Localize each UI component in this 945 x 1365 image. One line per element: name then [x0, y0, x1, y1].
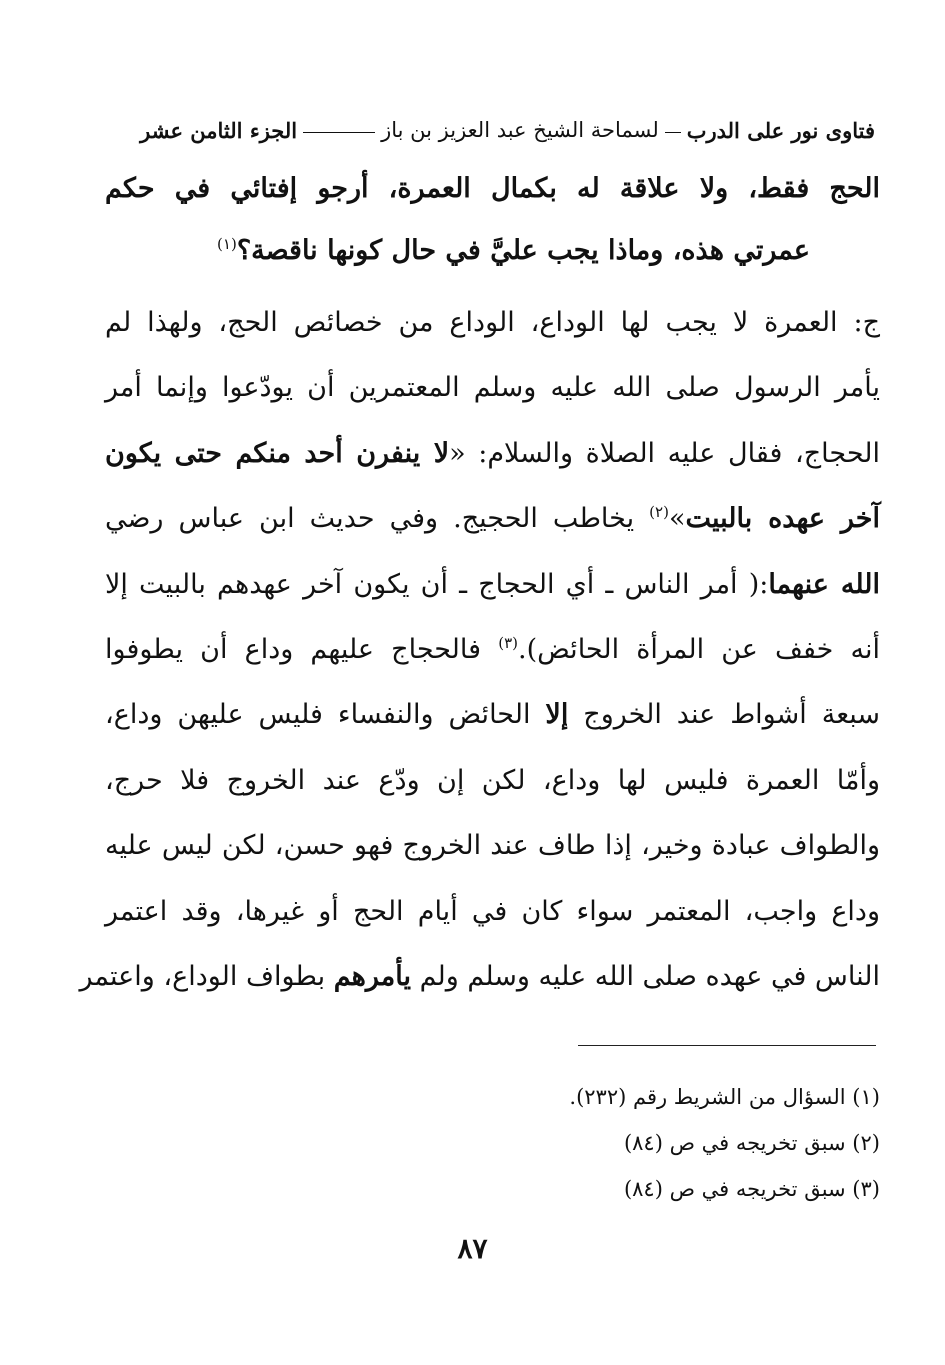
answer-segment: فالحجاج عليهم وداع أن يطوفوا: [105, 634, 499, 666]
answer-line: [105, 552, 880, 617]
answer-segment: :( أمر الناس ـ أي الحجاج ـ أن يكون آخر عهدهم بالبيت إلا: [105, 568, 769, 600]
book-title: فتاوى نور على الدرب: [686, 117, 875, 143]
question-line: الحج فقط، ولا علاقة له بكمال العمرة، أرجو إفتائي في حكم: [105, 173, 880, 204]
answer-segment-bold: يأمرهم: [333, 961, 411, 993]
hadith-quote: لا ينفرن أحد منكم حتى يكون: [105, 437, 450, 469]
answer-segment-bold: الله عنهما: [768, 568, 880, 600]
question-text: [105, 158, 880, 282]
answer-segment: أنه خفف عن المرأة الحائض).: [517, 634, 880, 666]
answer-segment: بطواف الوداع، واعتمر: [79, 961, 334, 993]
answer-line: [105, 617, 880, 682]
author-name: لسماحة الشيخ عبد العزيز بن باز: [381, 118, 659, 142]
answer-line: وأمّا العمرة فليس لها وداع، لكن إن ودّع عند الخروج فلا حرج،: [105, 764, 880, 796]
hadith-quote: آخر عهده بالبيت: [685, 503, 880, 535]
answer-line: يأمر الرسول صلى الله عليه وسلم المعتمرين أن يودّعوا وإنما أمر: [105, 372, 880, 404]
answer-segment: »: [668, 503, 686, 535]
volume-label: الجزء الثامن عشر: [140, 117, 298, 143]
answer-text: [79, 290, 880, 1009]
footnote-ref: (٢): [649, 503, 669, 522]
answer-segment: الحائض والنفساء فليس عليهن وداع،: [105, 699, 546, 731]
answer-line: [79, 944, 880, 1009]
footnote-divider: [578, 1045, 876, 1046]
footnotes: [105, 1074, 880, 1212]
answer-segment-bold: إلا: [545, 699, 569, 731]
question-line-text: عمرتي هذه، وماذا يجب عليَّ في حال كونها ناقصة؟: [236, 235, 810, 266]
answer-line: [105, 682, 880, 747]
answer-line: ج: العمرة لا يجب لها الوداع، الوداع من خصائص الحج، ولهذا لم: [105, 307, 880, 338]
footnote-item: (٣) سبق تخريجه في ص (٨٤): [623, 1177, 880, 1201]
answer-segment: الناس في عهده صلى الله عليه وسلم ولم: [411, 961, 880, 993]
footnote-ref: (١): [217, 235, 237, 253]
running-header: [105, 112, 875, 148]
answer-line: [105, 486, 880, 551]
answer-line: وداع واجب، المعتمر سواء كان في أيام الحج أو غيرها، وقد اعتمر: [105, 895, 880, 927]
header-dash-short: [665, 132, 681, 133]
footnote-ref: (٣): [498, 634, 518, 653]
question-line: [105, 220, 880, 282]
answer-line: [105, 421, 880, 486]
page-number: ٨٧: [457, 1232, 488, 1265]
footnote-item: (١) السؤال من الشريط رقم (٢٣٢).: [569, 1085, 880, 1109]
header-dash-long: [303, 132, 375, 133]
answer-line: والطواف عبادة وخير، إذا طاف عند الخروج فهو حسن، لكن ليس عليه: [105, 830, 880, 862]
answer-segment: يخاطب الحجيج. وفي حديث ابن عباس رضي: [105, 503, 650, 535]
answer-segment: سبعة أشواط عند الخروج: [568, 699, 880, 731]
footnote-item: (٢) سبق تخريجه في ص (٨٤): [623, 1131, 880, 1155]
answer-segment: الحجاج، فقال عليه الصلاة والسلام: «: [449, 437, 880, 469]
